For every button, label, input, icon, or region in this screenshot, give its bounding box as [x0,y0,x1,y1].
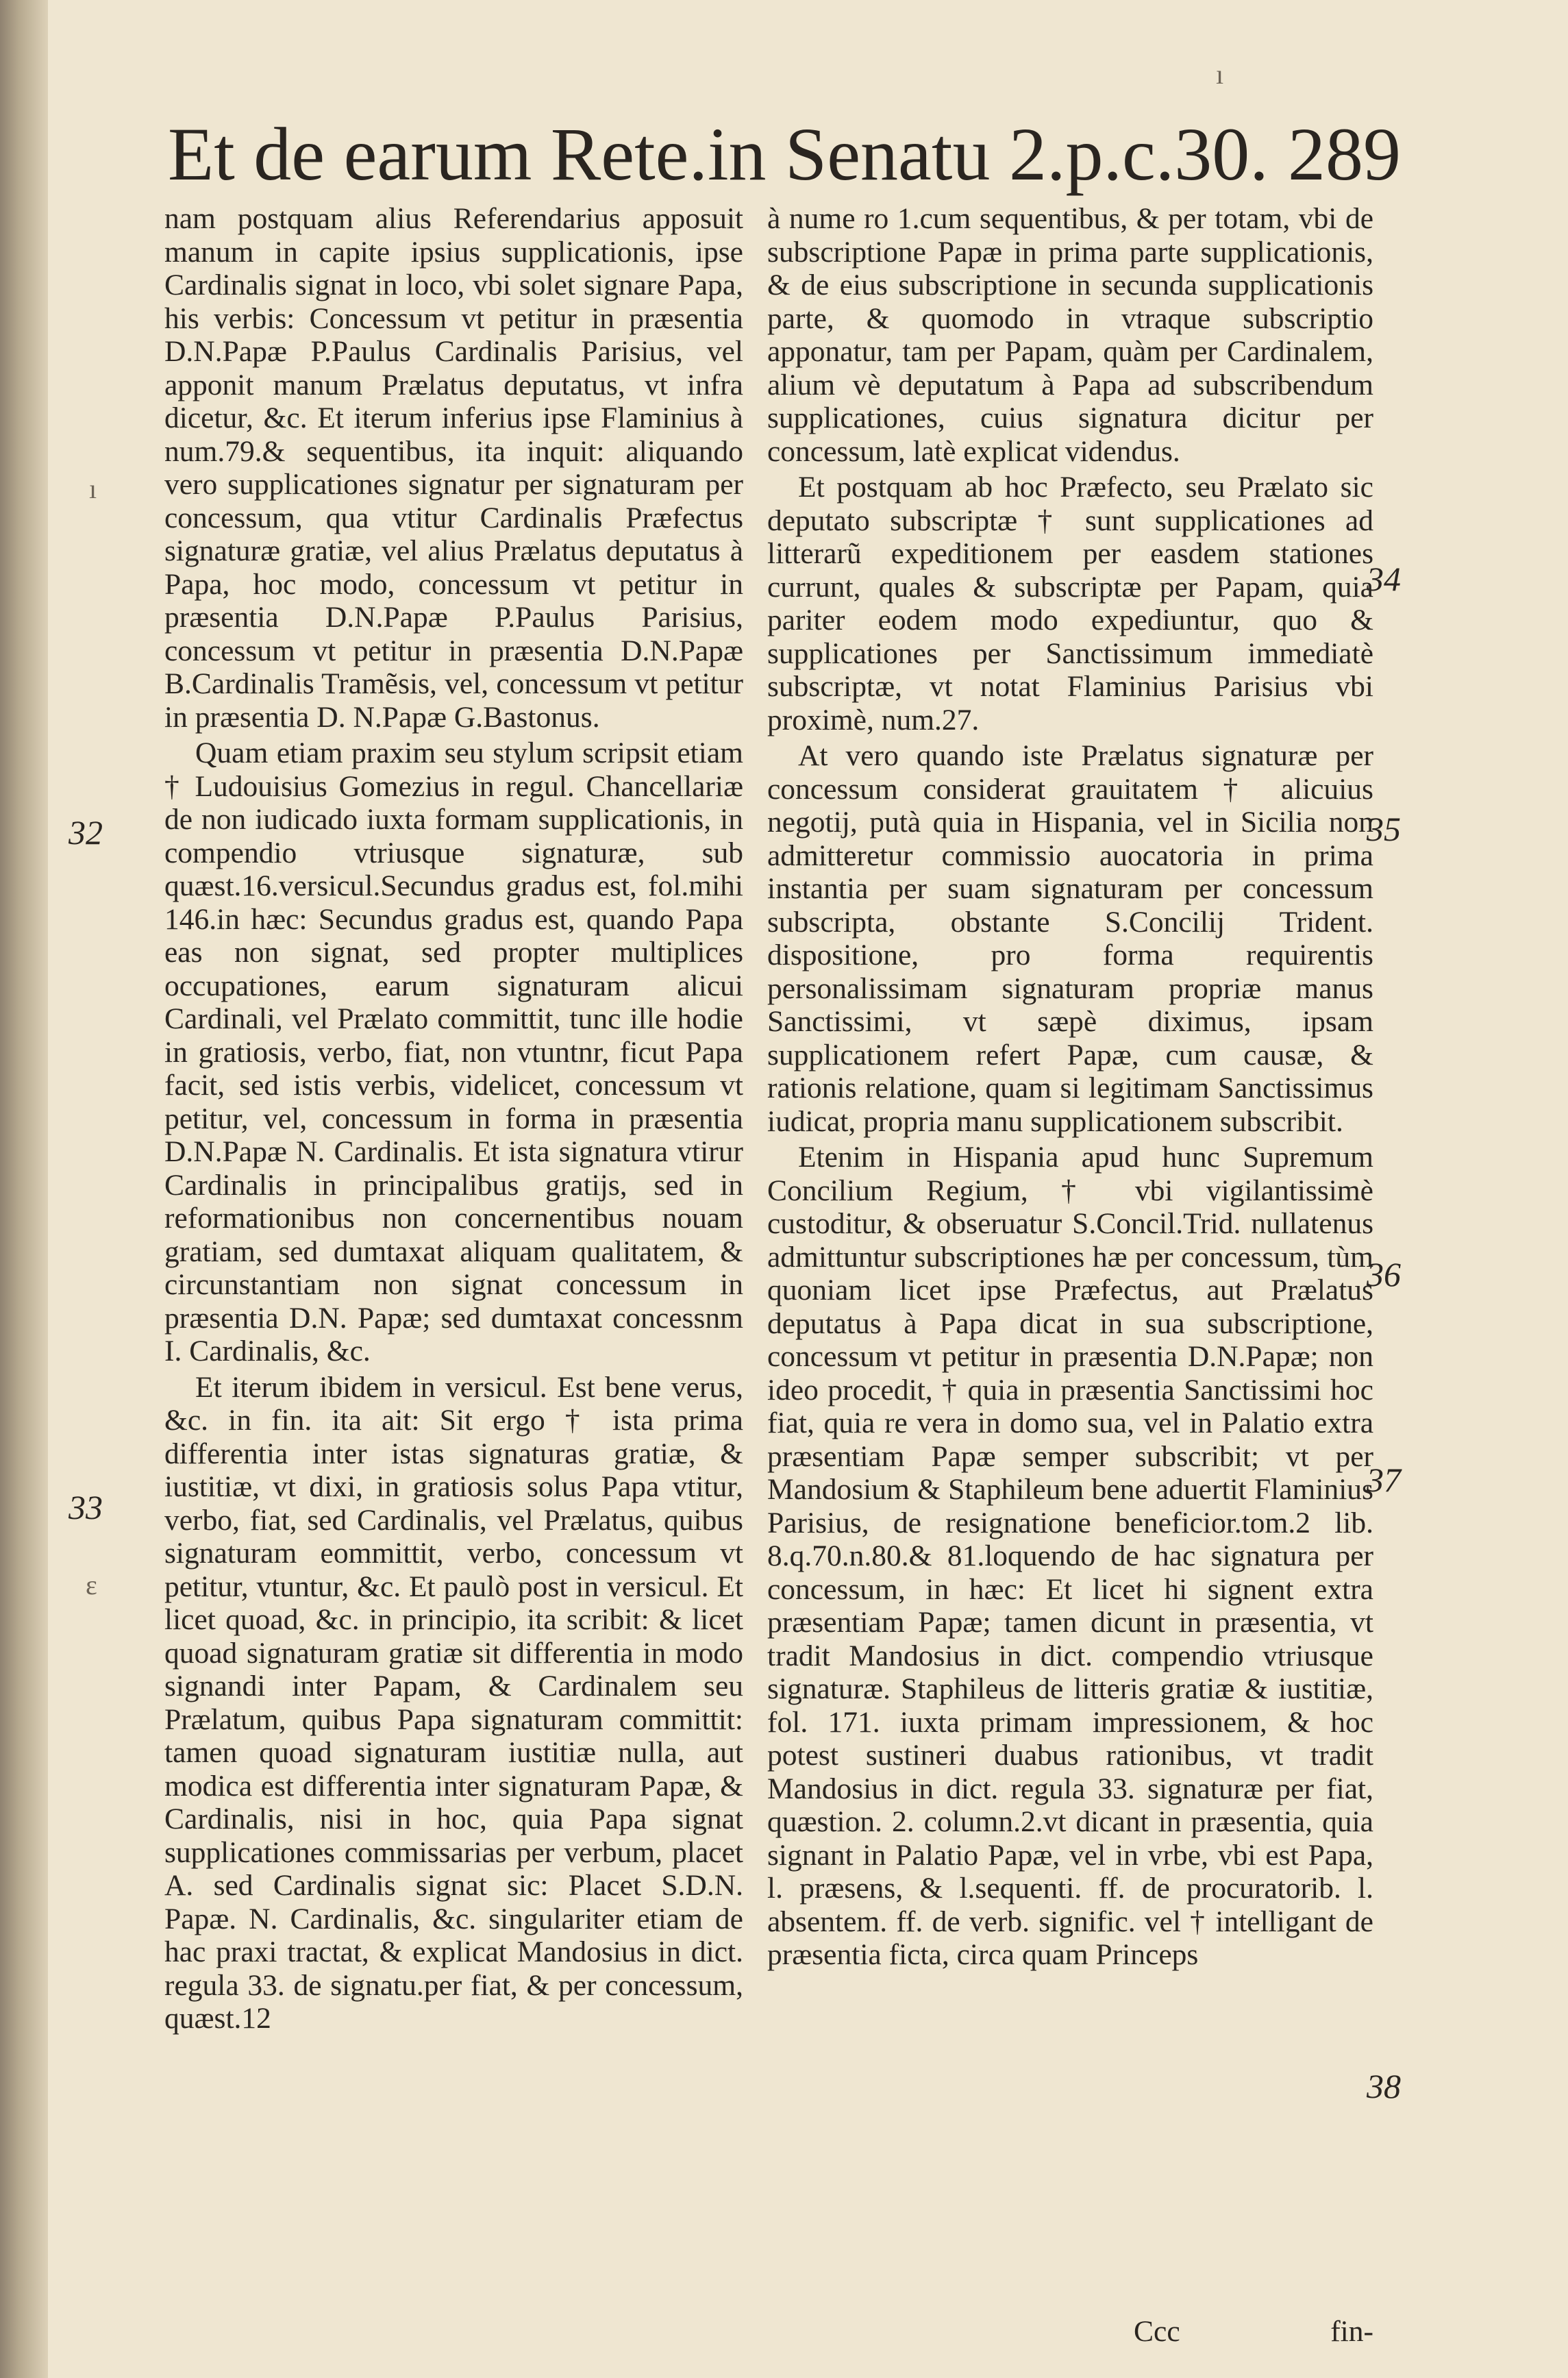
binding-gutter [0,0,48,2378]
ink-speck: ı [1216,59,1224,90]
paragraph: Et iterum ibidem in versicul. Est bene verus, &c. in fin. ita ait: Sit ergo † ista prima differentia inter istas signaturas gratiæ, & iustitiæ, vt dixi, in gratiosis solus Papa vtitur, verbo, fiat, sed Cardinalis, vel Prælatus, quibus signaturam eommittit, verbo, concessum vt petitur, vtuntur, &c. Et paulò post in versicul. Et licet quoad, &c. in principio, ita scribit: & licet quoad signaturam gratiæ sit differentia in modo signandi inter Papam, & Cardinalem seu Prælatum, quibus Papa signaturam committit: tamen quoad signaturam iustitiæ nulla, aut modica est differentia inter signaturam Papæ, & Cardinalis, nisi in hoc, quia Papa signat supplicationes commissarias per verbum, placet A. sed Cardinalis signat sic: Placet S.D.N. Papæ. N. Cardinalis, &c. singulariter etiam de hac praxi tractat, & explicat Mandosius in dict. regula 33. de signatu.per fiat, & per concessum, quæst.12 [164,1370,743,2035]
margin-number: 33 [69,1488,103,1526]
margin-number: 38 [1367,2067,1401,2105]
margin-number: 36 [1367,1255,1401,1293]
signature-mark: Ccc [1134,2315,1180,2348]
margin-number: 32 [69,813,103,852]
paragraph: Et postquam ab hoc Præfecto, seu Prælato sic deputato subscriptæ † sunt supplicationes ad litterarũ expeditionem per easdem stationes currunt, quales & subscriptæ per Papam, quia pariter eodem modo expediuntur, quo & supplicationes per Sanctissimum immediatè subscriptæ, vt notat Flaminius Parisius vbi proximè, num.27. [767,471,1373,736]
ink-speck: ı [89,473,97,504]
paragraph: à nume ro 1.cum sequentibus, & per totam, vbi de subscriptione Papæ in prima parte supplicationis, & de eius subscriptione in secunda supplicationis parte, & quomodo in vtraque subscriptio apponatur, tam per Papam, quàm per Cardinalem, alium vè deputatum à Papa ad subscribendum supplicationes, cuius signatura dicitur per concessum, latè explicat videndus. [767,202,1373,468]
page-footer [767,2314,1373,2355]
paragraph: Quam etiam praxim seu stylum scripsit etiam † Ludouisius Gomezius in regul. Chancellariæ de non iudicado iuxta formam supplicationis, in compendio vtriusque signaturæ, sub quæst.16.versicul.Secundus gradus est, fol.mihi 146.in hæc: Secundus gradus est, quando Papa eas non signat, sed propter multiplices occupationes, earum signaturam alicui Cardinali, vel Prælato committit, tunc ille hodie in gratiosis, verbo, fiat, non vtuntnr, ficut Papa facit, sed istis verbis, videlicet, concessum vt petitur, vel, concessum in forma in præsentia D.N.Papæ N. Cardinalis. Et ista signatura vtirur Cardinalis in principalibus gratijs, sed in reformationibus non concernentibus nouam gratiam, sed dumtaxat aliquam qualitatem, & circunstantiam non signat concessum in præsentia D.N. Papæ; sed dumtaxat concessnm I. Cardinalis, &c. [164,736,743,1367]
paragraph: Etenim in Hispania apud hunc Supremum Concilium Regium, † vbi vigilantissimè custoditur, & obseruatur S.Concil.Trid. nullatenus admittuntur subscriptiones hæ per concessum, tùm quoniam licet ipse Præfectus, aut Prælatus deputatus à Papa dicat in sua subscriptione, concessum vt petitur in præsentia D.N.Papæ; non ideo procedit, † quia in præsentia Sanctissimi hoc fiat, quia re vera in domo sua, vel in Palatio extra præsentiam Papæ semper subscribit; vt per Mandosium & Staphileum bene aduertit Flaminius Parisius, de resignatione beneficior.tom.2 lib. 8.q.70.n.80.& 81.loquendo de hac signatura per concessum, in hæc: Et licet hi signent extra præsentiam Papæ; tamen dicunt in præsentia, vt tradit Mandosius in dict. compendio vtriusque signaturæ. Staphileus de litteris gratiæ & iustitiæ, fol. 171. iuxta primam impressionem, & hoc potest sustineri duabus rationibus, vt tradit Mandosius in dict. regula 33. signaturæ per fiat, quæstion. 2. column.2.vt dicant in præsentia, quia signant in Palatio Papæ, vel in vrbe, vbi est Papa, l. præsens, & l.sequenti. ff. de procuratorib. l. absentem. ff. de verb. signific. vel † intelligant de præsentia ficta, circa quam Princeps [767,1141,1373,1971]
right-column [767,202,1373,1972]
margin-number: 37 [1367,1461,1401,1499]
running-header [168,103,1401,212]
margin-number: 35 [1367,810,1401,848]
paragraph: At vero quando iste Prælatus signaturæ per concessum considerat grauitatem † alicuius negotij, putà quia in Hispania, vel in Sicilia non admitteretur commissio auocatoria in prima instantia per suam signaturam per concessum subscripta, obstante S.Concilij Trident. dispositione, pro forma requirentis personalissimam signaturam propriæ manus Sanctissimi, vt sæpè diximus, ipsam supplicationem refert Papæ, cum causæ, & rationis relatione, quam si legitimam Sanctissimus iudicat, propria manu supplicationem subscribit. [767,739,1373,1138]
left-column [164,202,743,2035]
page-number: 289 [1288,112,1401,196]
ink-speck: ε [86,1570,97,1600]
running-title: Et de earum Rete.in Senatu 2.p.c.30. [168,112,1269,196]
paragraph: nam postquam alius Referendarius apposuit manum in capite ipsius supplicationis, ipse Cardinalis signat in loco, vbi solet signare Papa, his verbis: Concessum vt petitur in præsentia D.N.Papæ P.Paulus Cardinalis Parisius, vel apponit manum Prælatus deputatus, vt infra dicetur, &c. Et iterum inferius ipse Flaminius à num.79.& sequentibus, ita inquit: aliquando vero supplicationes signatur per signaturam per concessum, qua vtitur Cardinalis Præfectus signaturæ gratiæ, vel alius Prælatus deputatus à Papa, hoc modo, concessum vt petitur in præsentia D.N.Papæ P.Paulus Parisius, concessum vt petitur in præsentia D.N.Papæ B.Cardinalis Tramẽsis, vel, concessum vt petitur in præsentia D. N.Papæ G.Bastonus. [164,202,743,734]
catchword: fin- [1330,2315,1373,2348]
margin-number: 34 [1367,560,1401,598]
